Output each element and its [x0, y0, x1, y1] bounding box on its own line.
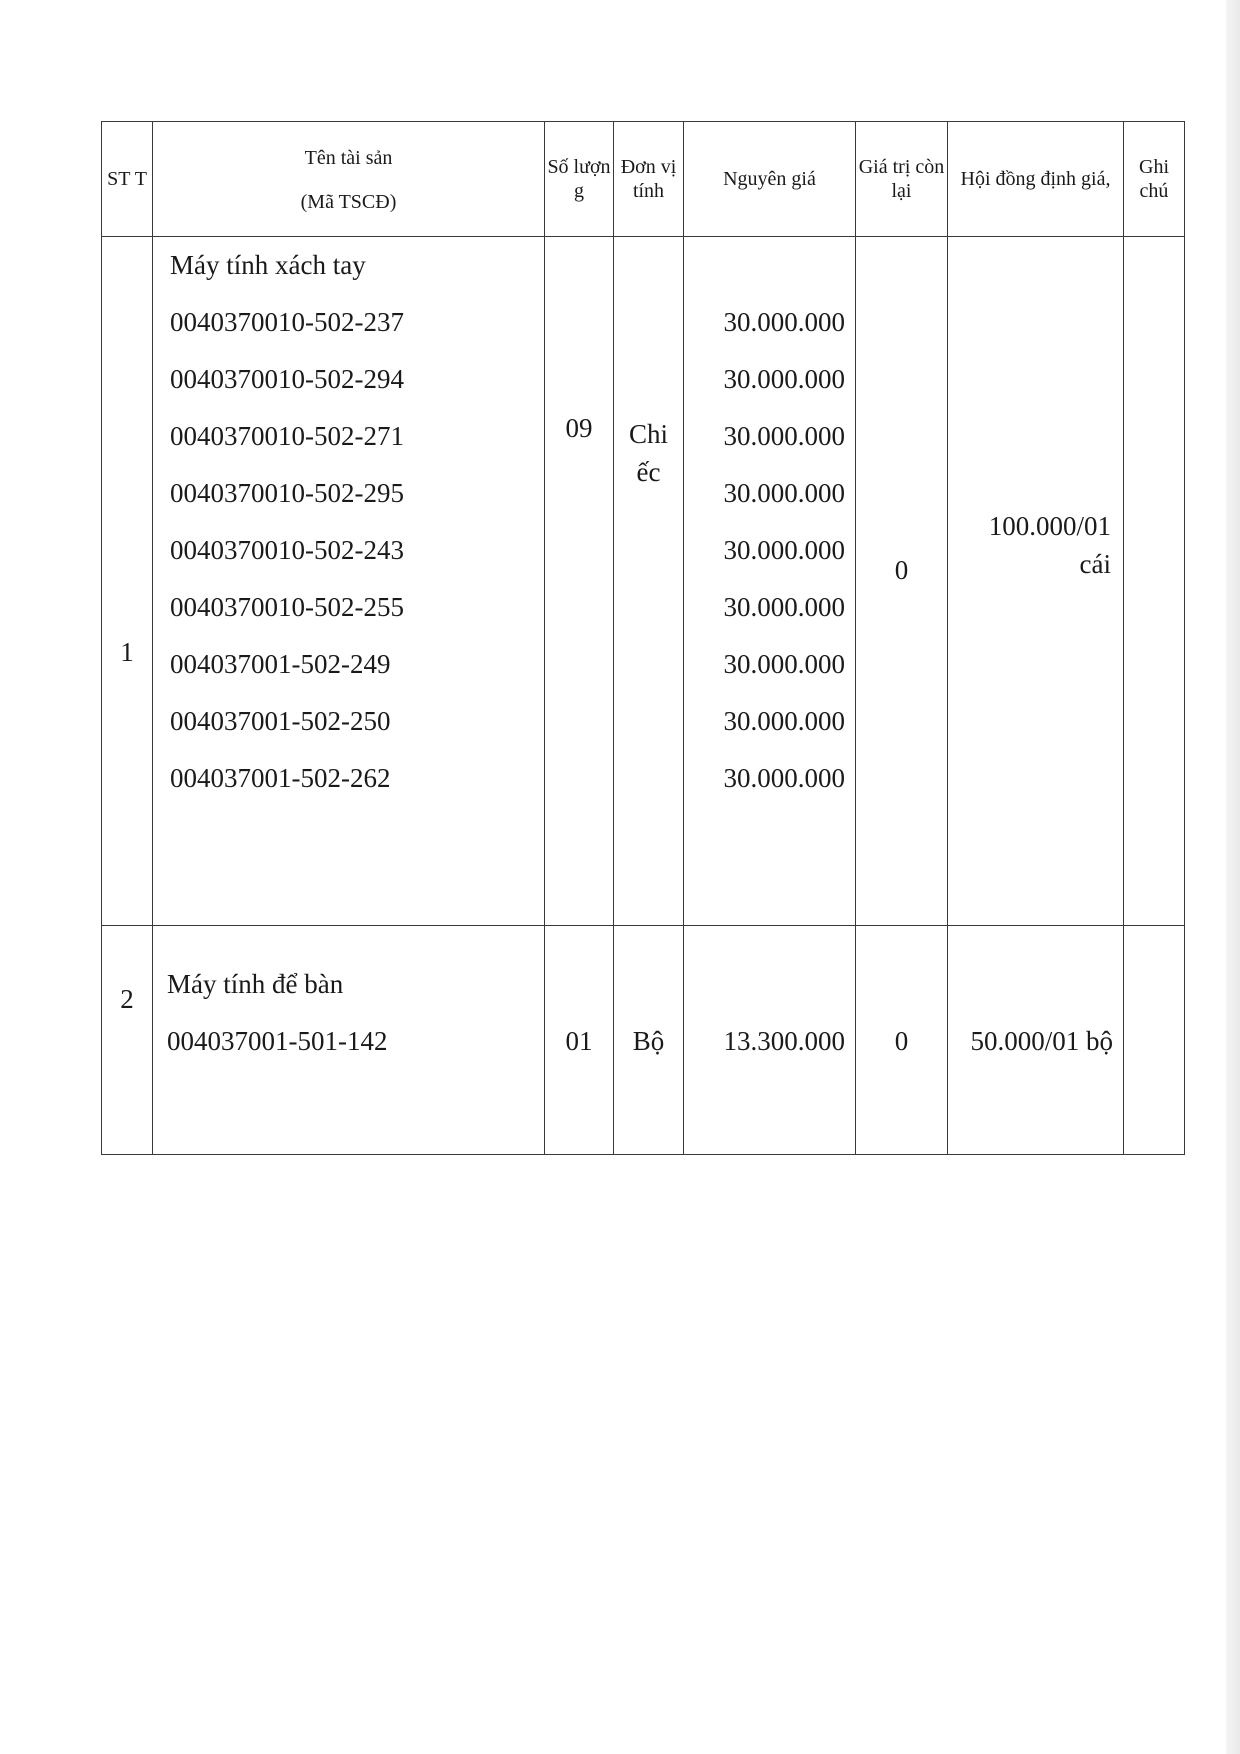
- header-asset-name: [153, 122, 545, 237]
- price-value: 30.000.000: [723, 649, 845, 679]
- asset-code: 0040370010-502-295: [170, 478, 404, 508]
- row-quantity-cell: [545, 926, 614, 1155]
- asset-table: [101, 121, 1185, 1155]
- asset-name: Máy tính để bàn: [167, 969, 344, 999]
- asset-code: 0040370010-502-294: [170, 364, 404, 394]
- row-quantity-cell: [545, 237, 614, 926]
- row-remaining-cell: [856, 926, 948, 1155]
- row-remaining-cell: [856, 237, 948, 926]
- price-value: 13.300.000: [723, 1026, 845, 1056]
- row-note-cell: [1124, 237, 1185, 926]
- row-price-cell: [684, 237, 856, 926]
- asset-code: 004037001-501-142: [167, 1026, 388, 1056]
- header-note: Ghi chú: [1124, 122, 1185, 237]
- asset-code: 0040370010-502-271: [170, 421, 404, 451]
- row-remaining-value: 0: [894, 1026, 909, 1056]
- row-asset-cell: [153, 237, 545, 926]
- table-row: [102, 926, 1185, 1155]
- price-value: 30.000.000: [723, 592, 845, 622]
- row-council-cell: [948, 926, 1124, 1155]
- header-stt: ST T: [102, 122, 153, 237]
- row-council-price-line2: cái: [1079, 549, 1111, 579]
- price-value: 30.000.000: [723, 706, 845, 736]
- row-council-price-line1: 100.000/01: [988, 511, 1111, 541]
- asset-name-list: [153, 926, 544, 1070]
- header-council-price: Hội đồng định giá,: [948, 122, 1124, 237]
- price-value: 30.000.000: [723, 535, 845, 565]
- header-asset-name-label: Tên tài sản: [304, 147, 393, 169]
- asset-name: Máy tính xách tay: [170, 250, 366, 280]
- price-list: [684, 237, 855, 807]
- row-council-price: 50.000/01 bộ: [970, 1026, 1113, 1056]
- header-original-price: Nguyên giá: [684, 122, 856, 237]
- header-asset-code-label: (Mã TSCĐ): [300, 191, 397, 213]
- asset-code: 0040370010-502-237: [170, 307, 404, 337]
- price-value: 30.000.000: [723, 307, 845, 337]
- header-unit: Đơn vị tính: [614, 122, 684, 237]
- price-value: 30.000.000: [723, 763, 845, 793]
- table-row: [102, 237, 1185, 926]
- row-quantity: 01: [565, 1026, 593, 1056]
- row-note-cell: [1124, 926, 1185, 1155]
- asset-code: 0040370010-502-243: [170, 535, 404, 565]
- scan-edge: [1226, 0, 1240, 1754]
- asset-name-list: [153, 237, 544, 807]
- row-stt: 1: [120, 637, 134, 667]
- header-quantity: Số lượn g: [545, 122, 614, 237]
- price-value: 30.000.000: [723, 478, 845, 508]
- row-unit-cell: [614, 926, 684, 1155]
- asset-code: 004037001-502-250: [170, 706, 391, 736]
- asset-code: 0040370010-502-255: [170, 592, 404, 622]
- asset-code: 004037001-502-262: [170, 763, 391, 793]
- price-value: 30.000.000: [723, 421, 845, 451]
- row-price-cell: [684, 926, 856, 1155]
- header-row: [102, 122, 1185, 237]
- row-stt-cell: [102, 926, 153, 1155]
- row-quantity: 09: [565, 413, 593, 443]
- asset-code: 004037001-502-249: [170, 649, 391, 679]
- row-council-price: [948, 237, 1123, 583]
- row-stt: 2: [120, 984, 134, 1014]
- row-unit: Bộ: [632, 1026, 665, 1056]
- price-value: 30.000.000: [723, 364, 845, 394]
- row-council-cell: [948, 237, 1124, 926]
- row-unit-cell: [614, 237, 684, 926]
- row-unit-line2: ếc: [636, 457, 661, 487]
- row-unit-line1: Chi: [628, 419, 668, 449]
- row-remaining-value: 0: [894, 555, 909, 585]
- row-asset-cell: [153, 926, 545, 1155]
- row-unit: [614, 237, 683, 491]
- header-remaining-value: Giá trị còn lại: [856, 122, 948, 237]
- row-stt-cell: [102, 237, 153, 926]
